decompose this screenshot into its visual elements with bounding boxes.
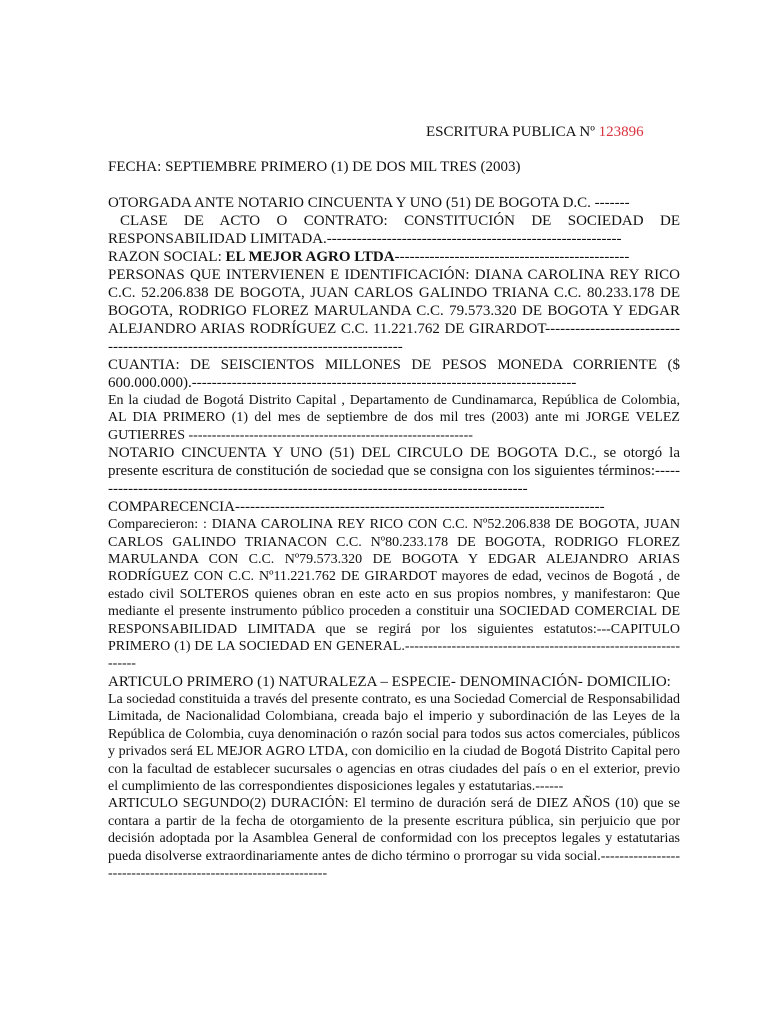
company-name-line — [108, 248, 680, 266]
parties-paragraph: PERSONAS QUE INTERVIENEN E IDENTIFICACIÓN: DIANA CAROLINA REY RICO C.C. 52.206.838 DE BOGOTA, JUAN CARLOS GALINDO TRIANA C.C. 80.233.178 DE BOGOTA, RODRIGO FLOREZ MARULANDA C.C. 79.573.320 DE BOGOTA Y EDGAR ALEJANDRO ARIAS RODRÍGUEZ C.C. 11.221.762 DE GIRARDOT-------------------------------------------------------------------------------------- — [108, 267, 680, 355]
deed-number: 123896 — [598, 124, 644, 140]
article-one-body: La sociedad constituida a través del presente contrato, es una Sociedad Comercial de Responsabilidad Limitada, de Nacionalidad Colombiana, creada bajo el imperio y subordinación de las Leyes de la República de Colombia, cuya denominación o razón social para todos sus actos comerciales, públicos y privados será EL MEJOR AGRO LTDA, con domicilio en la ciudad de Bogotá Distrito Capital pero con la facultad de establecer sucursales o agencias en otras ciudades del país o en el exterior, previo el cumplimiento de las correspondientes disposiciones legales y estatutarias.------ — [108, 691, 680, 794]
appearance-paragraph: Comparecieron: : DIANA CAROLINA REY RICO CON C.C. Nº52.206.838 DE BOGOTA, JUAN CARLOS GALINDO TRIANACON C.C. Nº80.233.178 DE BOGOTA, RODRIGO FLOREZ MARULANDA CON C.C. Nº79.573.320 DE BOGOTA Y EDGAR ALEJANDRO ARIAS RODRÍGUEZ CON C.C. Nº11.221.762 DE GIRARDOT mayores de edad, vecinos de Bogotá , de estado civil SOLTEROS quienes obran en este acto en sus propios nombres, y manifestaron: Que mediante el presente instrumento público proceden a constituir una SOCIEDAD COMERCIAL DE RESPONSABILIDAD LIMITADA que se regirá por los siguientes estatutos:---CAPITULO PRIMERO (1) DE LA SOCIEDAD EN GENERAL.----------------------------------------------------------------- — [108, 517, 680, 672]
deed-heading — [426, 124, 644, 141]
notary-paragraph: NOTARIO CINCUENTA Y UNO (51) DEL CIRCULO DE BOGOTA D.C., se otorgó la presente escritura de constitución de sociedad que se consigna con los siguientes términos:----------------------------------------------------------------------------------------- — [108, 445, 680, 498]
amount-paragraph: CUANTIA: DE SEISCIENTOS MILLONES DE PESOS MONEDA CORRIENTE ($ 600.000.000).----------------------------------------------------------------------------- — [108, 357, 680, 391]
article-two-body: El termino de duración será de DIEZ AÑOS (10) que se contara a partir de la fecha de otorgamiento de la presente escritura pública, sin perjuicio que por decisión adoptada por la Asamblea General de conformidad con los preceptos legales y estatutarias pueda disolverse extraordinariamente antes de dicho término o prorrogar su vida social.---------------------------------------------------------------- — [108, 796, 680, 881]
appearance-heading: COMPARECENCIA-------------------------------------------------------------------------- — [108, 499, 605, 516]
company-name-label: RAZON SOCIAL: — [108, 249, 222, 265]
article-one-title: ARTICULO PRIMERO (1) NATURALEZA – ESPECIE- DENOMINACIÓN- DOMICILIO: — [108, 673, 671, 690]
deed-heading-label: ESCRITURA PUBLICA Nº — [426, 124, 595, 140]
article-two-title: ARTICULO SEGUNDO(2) DURACIÓN: — [108, 796, 349, 812]
article-two-paragraph — [108, 795, 680, 882]
document-body — [108, 158, 680, 882]
date-line: FECHA: SEPTIEMBRE PRIMERO (1) DE DOS MIL TRES (2003) — [108, 159, 521, 175]
otorgada-line: OTORGADA ANTE NOTARIO CINCUENTA Y UNO (51) DE BOGOTA D.C. ------- — [108, 195, 630, 211]
act-type-paragraph: CLASE DE ACTO O CONTRATO: CONSTITUCIÓN DE SOCIEDAD DE RESPONSABILIDAD LIMITADA.----------------------------------------------------------- — [108, 213, 680, 247]
company-name-dashes: ----------------------------------------------- — [394, 249, 630, 265]
city-paragraph: En la ciudad de Bogotá Distrito Capital , Departamento de Cundinamarca, República de Colombia, AL DIA PRIMERO (1) del mes de septiembre de dos mil tres (2003) ante mi JORGE VELEZ GUTIERRES ------------------------------------------------------------- — [108, 393, 680, 443]
company-name-value: EL MEJOR AGRO LTDA — [225, 249, 395, 265]
